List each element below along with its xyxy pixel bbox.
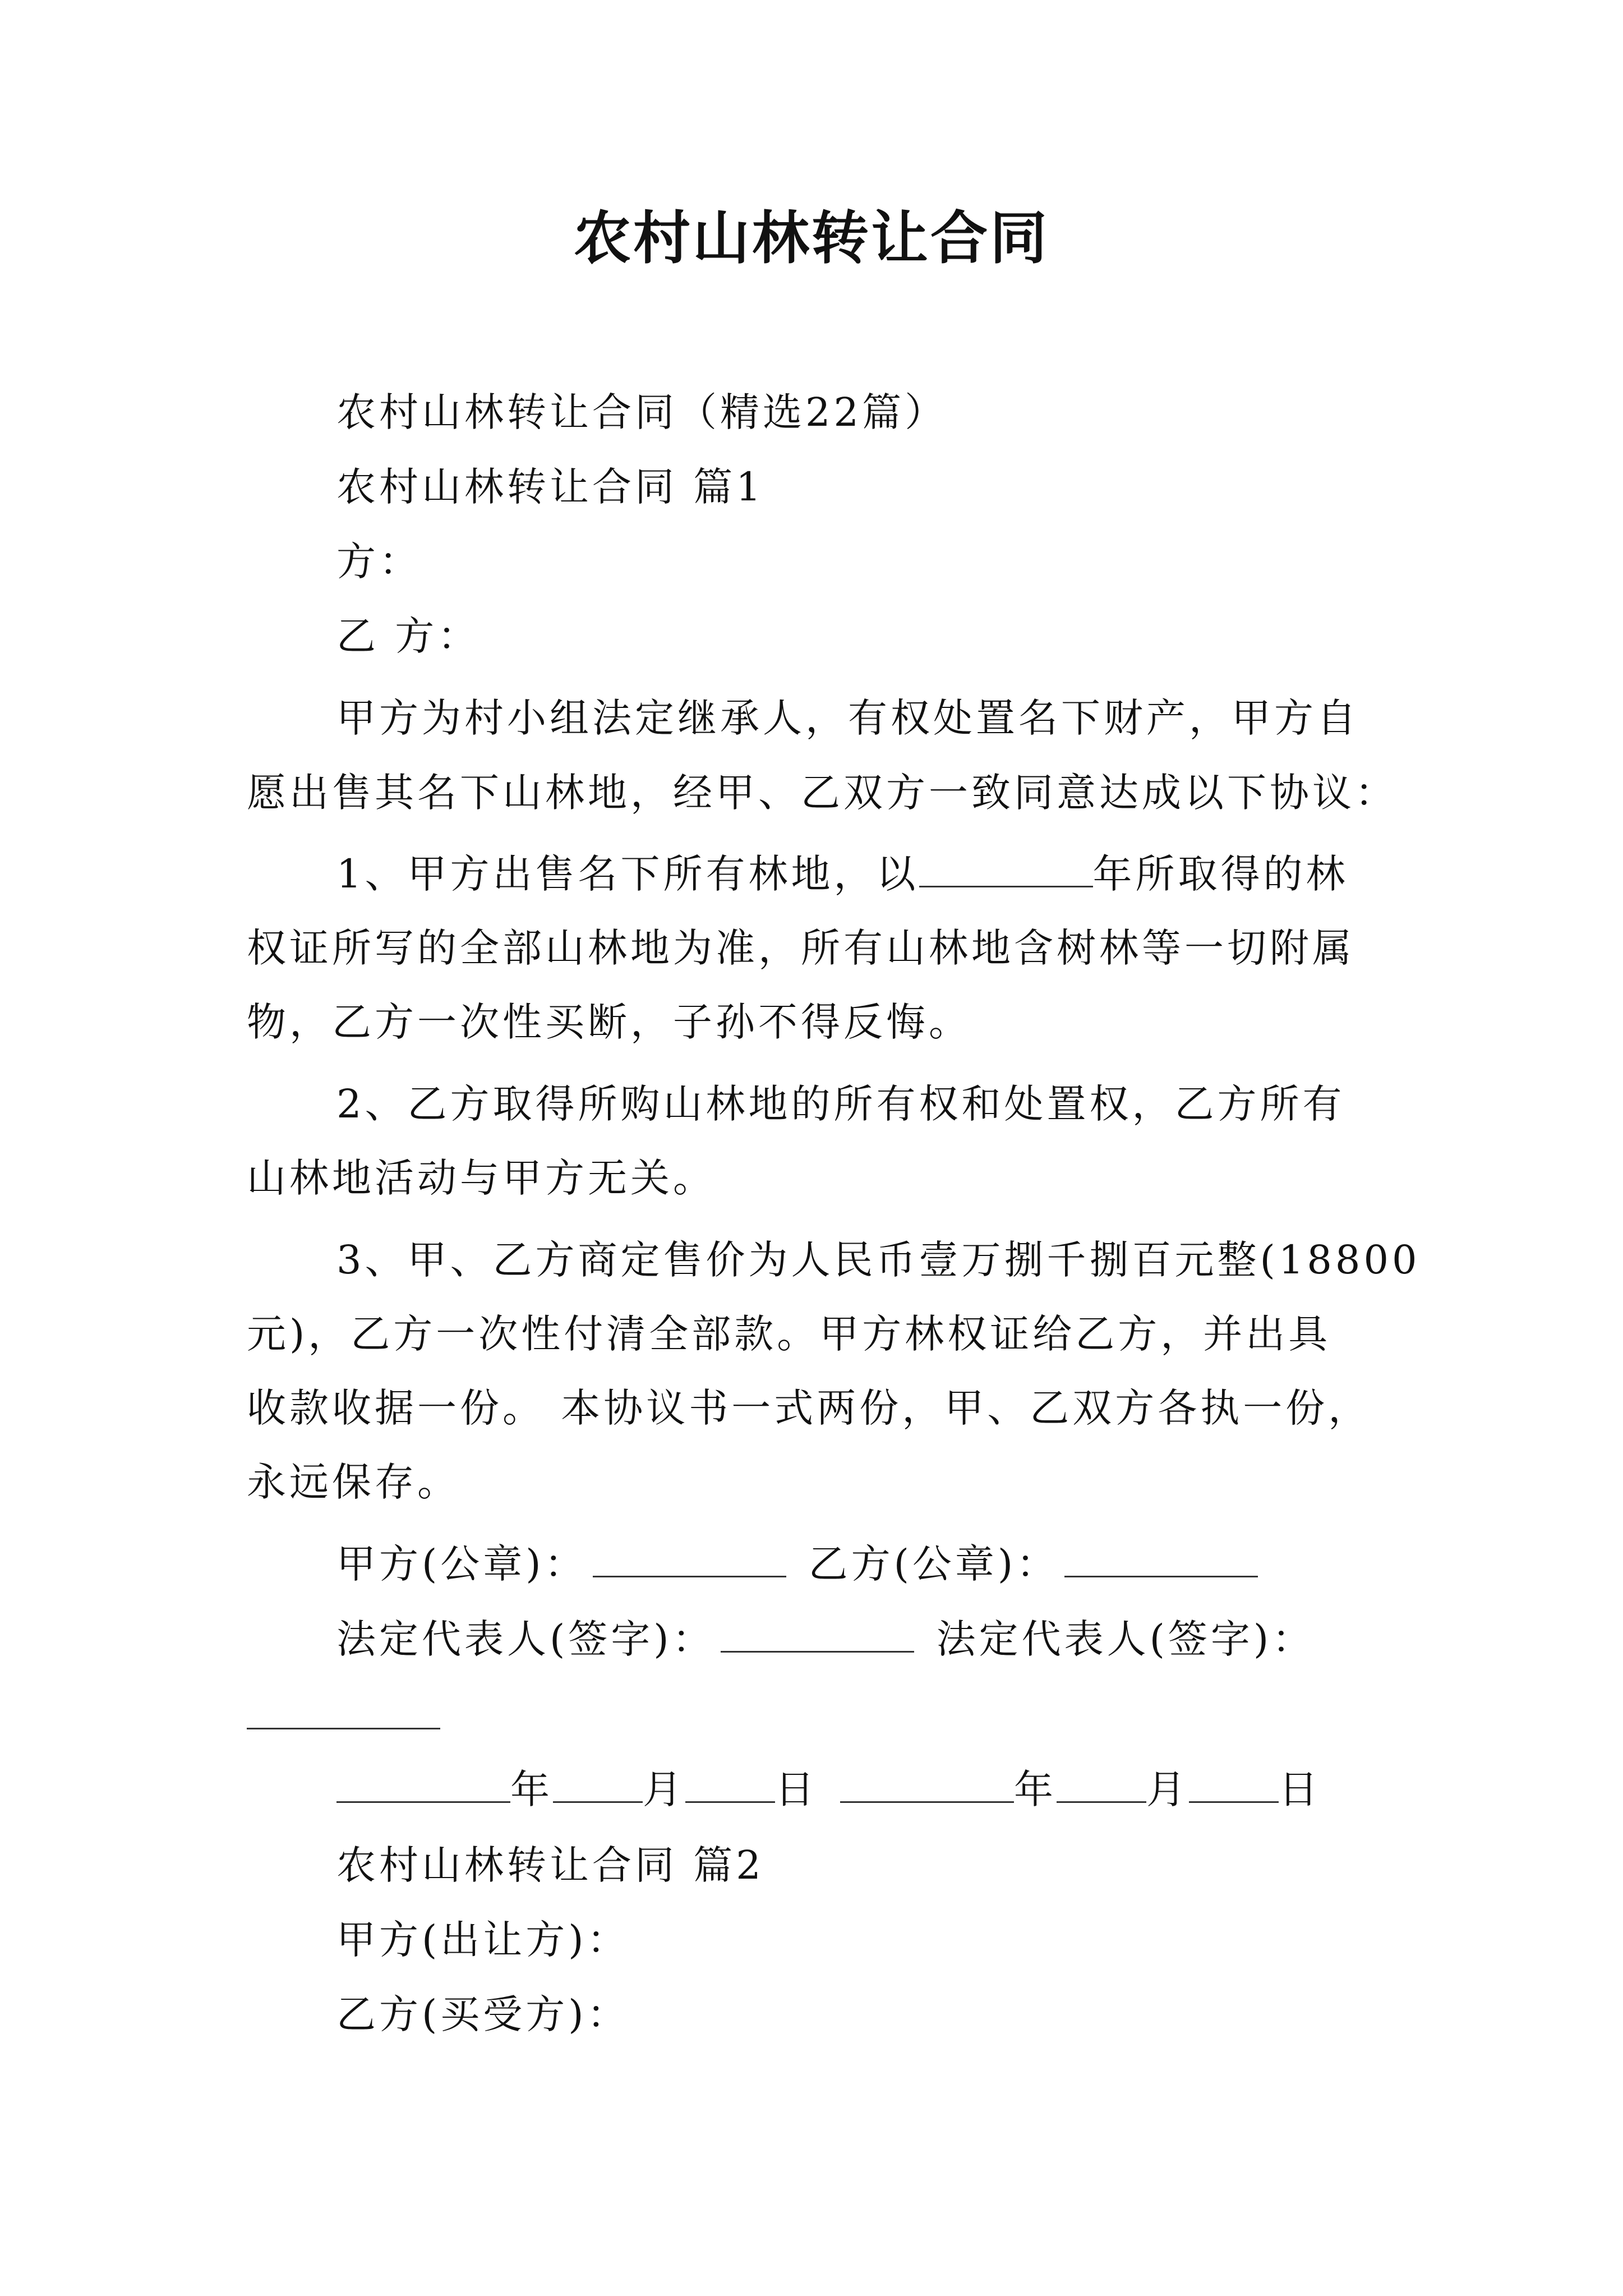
month-label-b: 月 xyxy=(1146,1766,1189,1812)
clause-1-line-3: 物，乙方一次性买断，子孙不得反悔。 xyxy=(247,999,971,1045)
clause-1-suffix: 年所取得的林 xyxy=(1092,851,1349,897)
day-blank-a xyxy=(685,1762,775,1803)
year-blank xyxy=(919,846,1093,887)
article-1-party-b: 乙 方： xyxy=(336,613,481,659)
party-b-rep-label: 法定代表人(签字)： xyxy=(936,1616,1315,1662)
document-subtitle: 农村山林转让合同（精选22篇） xyxy=(336,389,948,435)
clause-2-line-2: 山林地活动与甲方无关。 xyxy=(247,1155,716,1201)
clause-3-line-2: 元)，乙方一次性付清全部款。甲方林权证给乙方，并出具 xyxy=(247,1311,1331,1357)
clause-3-line-1: 3、甲、乙方商定售价为人民币壹万捌千捌百元整(18800 xyxy=(336,1237,1421,1283)
date-line xyxy=(336,1761,1321,1818)
day-blank-b xyxy=(1189,1762,1279,1803)
article-1-party-a: 方： xyxy=(336,539,422,585)
month-blank-a xyxy=(553,1762,643,1803)
article-2-heading: 农村山林转让合同 篇2 xyxy=(336,1842,764,1888)
clause-3-line-4: 永远保存。 xyxy=(247,1459,460,1505)
clause-1-prefix: 1、甲方出售名下所有林地，以 xyxy=(336,851,919,897)
party-b-seal-blank xyxy=(1064,1536,1258,1577)
clause-2-line-1: 2、乙方取得所购山林地的所有权和处置权，乙方所有 xyxy=(336,1081,1345,1127)
intro-line-2: 愿出售其名下山林地，经甲、乙双方一致同意达成以下协议： xyxy=(247,770,1398,816)
article-2-party-b: 乙方(买受方)： xyxy=(336,1991,630,2037)
party-a-seal-label: 甲方(公章)： xyxy=(336,1541,587,1587)
representative-line xyxy=(336,1611,1315,1667)
year-blank-b xyxy=(840,1762,1014,1803)
party-b-seal-label: 乙方(公章)： xyxy=(808,1541,1059,1587)
year-blank-a xyxy=(336,1762,510,1803)
clause-1-line-1 xyxy=(336,846,1349,902)
year-label-b: 年 xyxy=(1014,1766,1057,1812)
year-label-a: 年 xyxy=(510,1766,553,1812)
article-2-party-a: 甲方(出让方)： xyxy=(336,1917,630,1963)
document-title: 农村山林转让合同 xyxy=(574,205,1049,272)
seal-line xyxy=(336,1536,1258,1592)
clause-1-line-2: 权证所写的全部山林地为准，所有山林地含树林等一切附属 xyxy=(247,925,1355,971)
party-b-rep-blank xyxy=(247,1688,440,1729)
day-label-b: 日 xyxy=(1279,1766,1321,1812)
party-a-seal-blank xyxy=(593,1536,786,1577)
month-label-a: 月 xyxy=(643,1766,685,1812)
intro-line-1: 甲方为村小组法定继承人，有权处置名下财产，甲方自 xyxy=(336,695,1359,741)
party-a-rep-label: 法定代表人(签字)： xyxy=(336,1616,715,1662)
day-label-a: 日 xyxy=(775,1766,818,1812)
article-1-heading: 农村山林转让合同 篇1 xyxy=(336,464,764,510)
party-a-rep-blank xyxy=(721,1612,914,1653)
month-blank-b xyxy=(1057,1762,1146,1803)
clause-3-line-3: 收款收据一份。 本协议书一式两份，甲、乙双方各执一份， xyxy=(247,1385,1371,1431)
